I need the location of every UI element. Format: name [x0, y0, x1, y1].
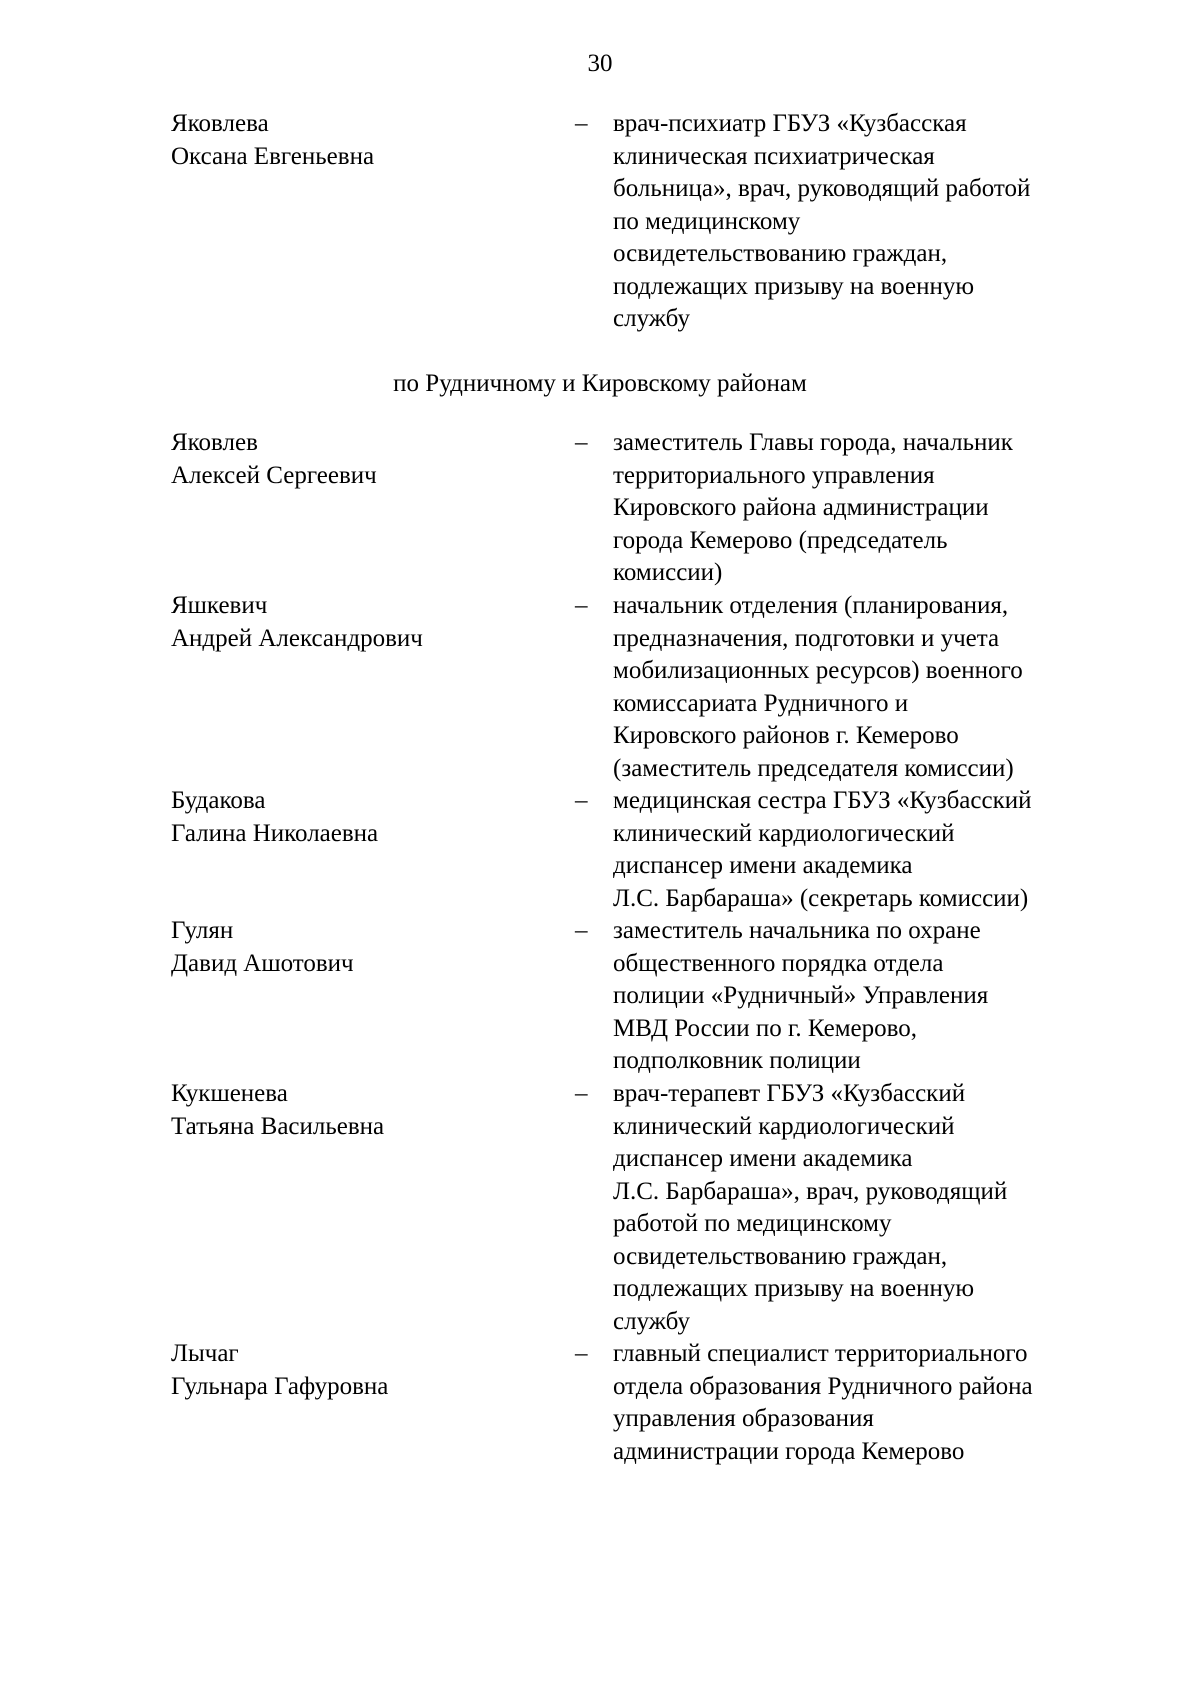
position-line: освидетельствованию граждан, — [613, 1242, 948, 1270]
dash-separator: – — [575, 110, 588, 137]
member-position — [613, 108, 1113, 336]
member-position — [613, 1078, 1113, 1338]
position-line: врач-терапевт ГБУЗ «Кузбасский — [613, 1080, 966, 1107]
position-line: главный специалист территориального — [613, 1340, 1028, 1367]
member-surname: Кукшенева — [171, 1080, 288, 1107]
position-line: службу — [613, 1307, 690, 1335]
position-line: диспансер имени академика — [613, 1145, 913, 1172]
member-name — [171, 427, 551, 492]
member-surname: Будакова — [171, 787, 266, 814]
position-line: клиническая психиатрическая — [613, 142, 935, 170]
member-given-names: Татьяна Васильевна — [171, 1112, 385, 1140]
member-name — [171, 108, 551, 173]
page-number: 30 — [587, 50, 613, 77]
member-given-names: Алексей Сергеевич — [171, 461, 377, 489]
position-line: службу — [613, 305, 690, 332]
dash-separator: – — [575, 787, 588, 814]
member-surname: Яковлев — [171, 429, 258, 456]
member-name — [171, 1078, 551, 1143]
position-line: управления образования — [613, 1405, 874, 1432]
member-given-names: Оксана Евгеньевна — [171, 142, 375, 170]
member-position — [613, 427, 1113, 590]
position-line: освидетельствованию граждан, — [613, 240, 948, 267]
member-surname: Лычаг — [171, 1340, 239, 1367]
position-line: заместитель Главы города, начальник — [613, 429, 1013, 456]
dash-separator: – — [575, 917, 588, 944]
position-line: диспансер имени академика — [613, 852, 913, 879]
position-line: комиссариата Рудничного и — [613, 689, 909, 717]
section-heading: по Рудничному и Кировскому районам — [393, 370, 807, 397]
position-line: по медицинскому — [613, 207, 801, 235]
member-name — [171, 590, 551, 655]
position-line: больница», врач, руководящий работой — [613, 175, 1031, 202]
position-line: мобилизационных ресурсов) военного — [613, 657, 1023, 684]
member-given-names: Андрей Александрович — [171, 624, 423, 652]
member-position — [613, 590, 1113, 785]
member-name — [171, 1338, 551, 1403]
member-given-names: Галина Николаевна — [171, 819, 379, 847]
position-line: подлежащих призыву на военную — [613, 1275, 975, 1302]
dash-separator: – — [575, 429, 588, 456]
member-given-names: Гульнара Гафуровна — [171, 1372, 389, 1400]
position-line: Кировского районов г. Кемерово — [613, 722, 959, 749]
position-line: Кировского района администрации — [613, 494, 989, 521]
position-line: подлежащих призыву на военную — [613, 272, 975, 300]
dash-separator: – — [575, 1080, 588, 1107]
member-given-names: Давид Ашотович — [171, 949, 354, 977]
member-surname: Яшкевич — [171, 592, 268, 619]
dash-separator: – — [575, 1340, 588, 1367]
position-line: Л.С. Барбараша» (секретарь комиссии) — [613, 884, 1029, 912]
member-surname: Яковлева — [171, 110, 269, 137]
member-surname: Гулян — [171, 917, 234, 944]
position-line: Л.С. Барбараша», врач, руководящий — [613, 1177, 1008, 1205]
dash-separator: – — [575, 592, 588, 619]
position-line: города Кемерово (председатель — [613, 526, 948, 554]
member-position — [613, 1338, 1113, 1468]
position-line: врач-психиатр ГБУЗ «Кузбасская — [613, 110, 967, 137]
position-line: комиссии) — [613, 559, 723, 586]
position-line: подполковник полиции — [613, 1047, 861, 1074]
position-line: территориального управления — [613, 461, 935, 489]
member-name — [171, 785, 551, 850]
position-line: клинический кардиологический — [613, 819, 955, 847]
position-line: начальник отделения (планирования, — [613, 592, 1009, 619]
position-line: (заместитель председателя комиссии) — [613, 754, 1014, 782]
position-line: администрации города Кемерово — [613, 1437, 965, 1465]
position-line: МВД России по г. Кемерово, — [613, 1014, 918, 1042]
position-line: медицинская сестра ГБУЗ «Кузбасский — [613, 787, 1032, 814]
member-position — [613, 785, 1113, 915]
position-line: отдела образования Рудничного района — [613, 1372, 1033, 1400]
position-line: полиции «Рудничный» Управления — [613, 982, 989, 1009]
position-line: общественного порядка отдела — [613, 949, 944, 977]
member-position — [613, 915, 1113, 1078]
position-line: заместитель начальника по охране — [613, 917, 981, 944]
position-line: работой по медицинскому — [613, 1210, 892, 1237]
position-line: клинический кардиологический — [613, 1112, 955, 1140]
position-line: предназначения, подготовки и учета — [613, 624, 1000, 652]
member-name — [171, 915, 551, 980]
